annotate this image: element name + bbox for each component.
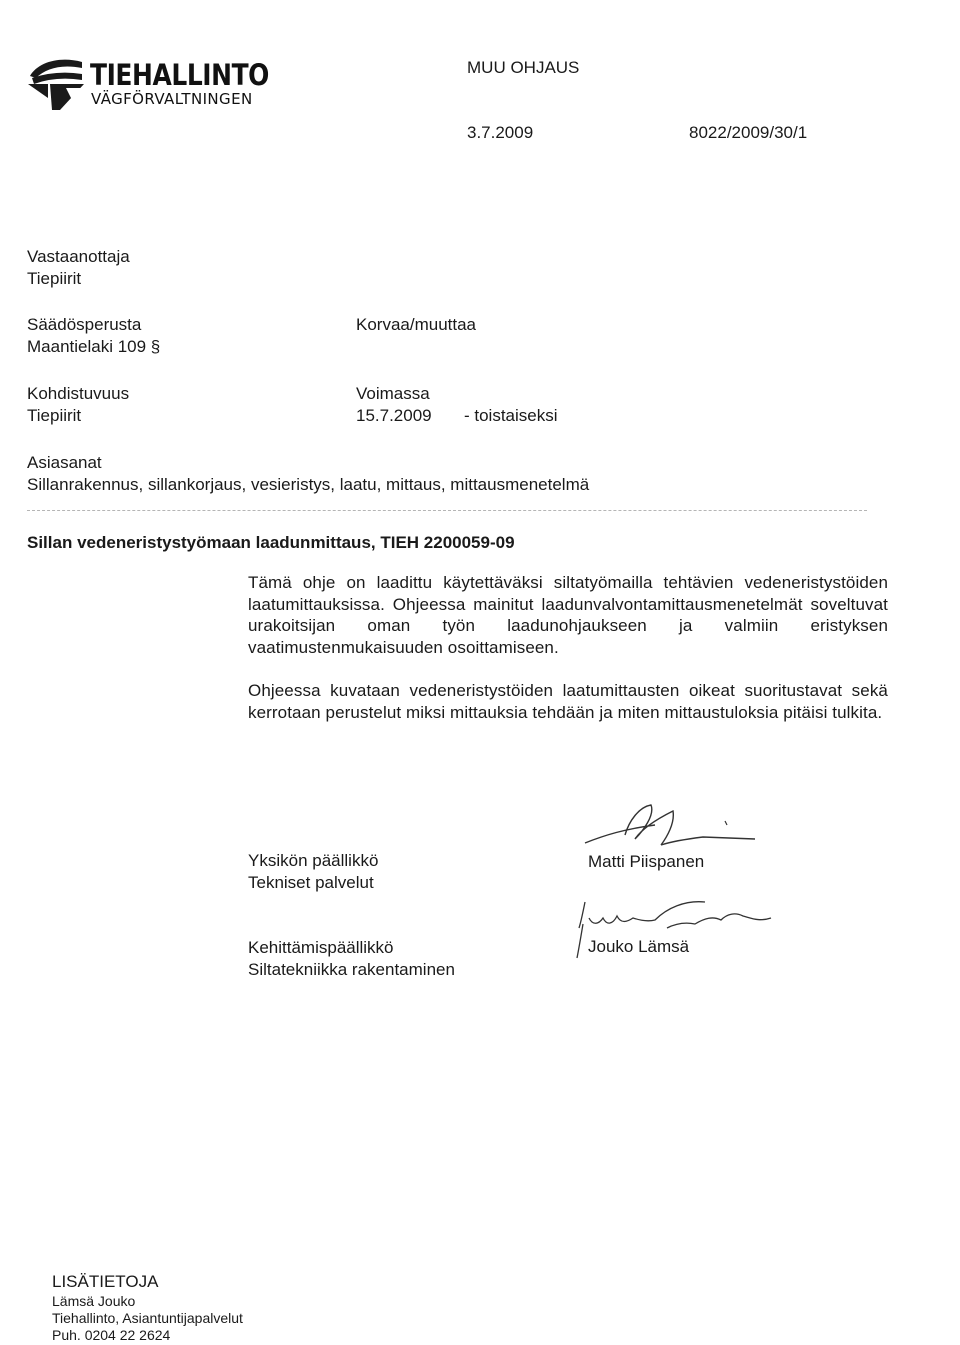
valid-to: - toistaiseksi [464, 406, 558, 425]
target-value: Tiepiirit [27, 406, 82, 425]
reference-number: 8022/2009/30/1 [689, 123, 808, 142]
document-title: Sillan vedeneristystyömaan laadunmittaus, TIEH 2200059-09 [27, 533, 515, 552]
document-date: 3.7.2009 [467, 123, 534, 142]
valid-from: 15.7.2009 [356, 406, 432, 425]
signer-1-role: Yksikön päällikkö [248, 851, 379, 870]
legal-basis-value: Maantielaki 109 § [27, 337, 161, 356]
keywords-label: Asiasanat [27, 453, 102, 472]
target-label: Kohdistuvuus [27, 384, 130, 403]
footer-contact-phone: Puh. 0204 22 2624 [52, 1327, 171, 1343]
signer-2-unit: Siltatekniikka rakentaminen [248, 960, 455, 979]
section-divider [27, 510, 867, 511]
footer-label: LISÄTIETOJA [52, 1272, 159, 1291]
legal-basis-label: Säädösperusta [27, 315, 142, 334]
signer-2-role: Kehittämispäällikkö [248, 938, 394, 957]
tiehallinto-logo-icon [26, 54, 88, 110]
keywords-value: Sillanrakennus, sillankorjaus, vesieristys, laatu, mittaus, mittausmenetelmä [27, 475, 590, 494]
valid-label: Voimassa [356, 384, 430, 403]
recipient-value: Tiepiirit [27, 269, 82, 288]
signer-2-name: Jouko Lämsä [588, 937, 690, 956]
logo-subtitle: VÄGFÖRVALTNINGEN [91, 90, 253, 108]
recipient-label: Vastaanottaja [27, 247, 130, 266]
body-paragraph-1: Tämä ohje on laadittu käytettäväksi siltatyömailla tehtävien vedeneristystöiden laatumittauksissa. Ohjeessa mainitut laadunvalvontamittausmenetelmät soveltuvat urakoitsijan oman työn laadunohjaukseen ja valmiin eristyksen vaatimustenmukaisuuden osoittamiseen. [248, 573, 888, 657]
signer-1-name: Matti Piispanen [588, 852, 705, 871]
document-type: MUU OHJAUS [467, 58, 580, 77]
footer-contact-org: Tiehallinto, Asiantuntijapalvelut [52, 1310, 243, 1326]
footer-contact-name: Lämsä Jouko [52, 1293, 136, 1309]
signer-1-unit: Tekniset palvelut [248, 873, 374, 892]
logo-name: TIEHALLINTO [90, 58, 269, 92]
body-paragraph-2: Ohjeessa kuvataan vedeneristystöiden laatumittausten oikeat suoritustavat sekä kerrotaan perustelut miksi mittauksia tehdään ja miten mittaustuloksia pitäisi tulkita. [248, 681, 888, 722]
replaces-label: Korvaa/muuttaa [356, 315, 477, 334]
